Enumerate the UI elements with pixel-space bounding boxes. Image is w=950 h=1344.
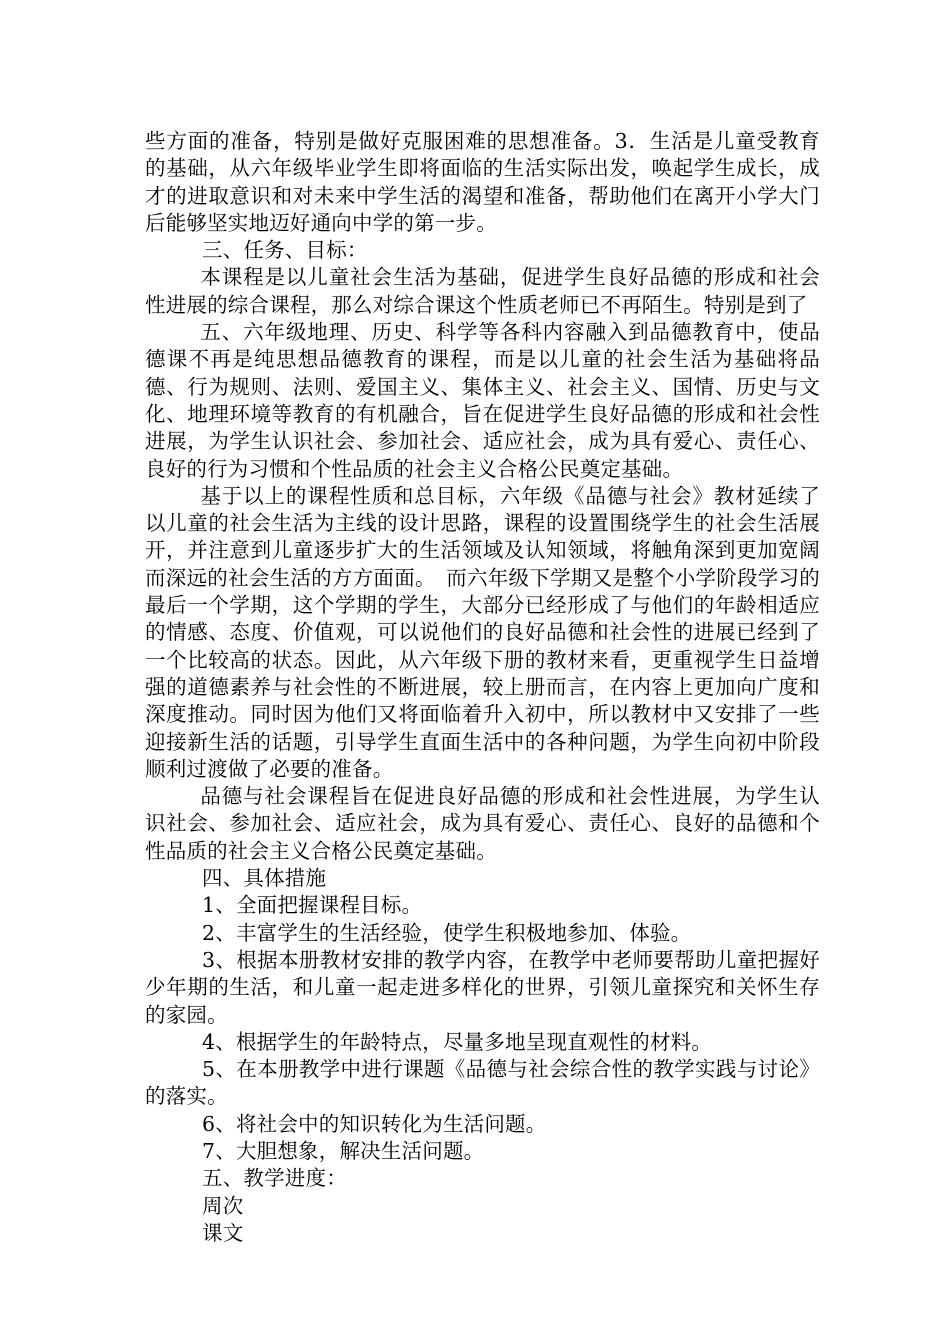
measure-item-4: 4、根据学生的年龄特点，尽量多地呈现直观性的材料。	[202, 1029, 713, 1054]
measure-item-7: 7、大胆想象，解决生活问题。	[202, 1138, 485, 1163]
schedule-week-label: 周次	[202, 1193, 244, 1218]
measure-item-6: 6、将社会中的知识转化为生活问题。	[202, 1111, 547, 1136]
measure-item-1: 1、全面把握课程目标。	[202, 893, 423, 918]
heading-measures: 四、具体措施	[202, 866, 327, 891]
schedule-lesson-label: 课文	[202, 1220, 244, 1245]
heading-tasks-goals: 三、任务、目标：	[202, 238, 368, 263]
paragraph-preparation: 些方面的准备，特别是做好克服困难的思想准备。3．生活是儿童受教育的基础，从六年级毕业学生即将面临的生活实际出发，唤起学生成长，成才的进取意识和对未来中学生活的渴望和准备，帮助他们在离开小学大门后能够坚实地迈好通向中学的第一步。	[145, 129, 820, 235]
heading-schedule: 五、教学进度：	[202, 1166, 347, 1191]
measure-item-2: 2、丰富学生的生活经验，使学生积极地参加、体验。	[202, 920, 692, 945]
paragraph-course-aim: 品德与社会课程旨在促进良好品德的形成和社会性进展，为学生认识社会、参加社会、适应社会，成为具有爱心、责任心、良好的品德和个性品质的社会主义合格公民奠定基础。	[145, 784, 820, 863]
measure-item-3: 3、根据本册教材安排的教学内容，在教学中老师要帮助儿童把握好少年期的生活，和儿童一起走进多样化的世界，引领儿童探究和关怀生存的家园。	[145, 947, 820, 1027]
document-body	[145, 128, 820, 1247]
paragraph-course-basis: 本课程是以儿童社会生活为基础，促进学生良好品德的形成和社会性进展的综合课程，那么对综合课这个性质老师已不再陌生。特别是到了	[145, 265, 820, 317]
measure-item-5: 5、在本册教学中进行课题《品德与社会综合性的教学实践与讨论》的落实。	[145, 1057, 820, 1109]
paragraph-grade-content: 五、六年级地理、历史、科学等各科内容融入到品德教育中，使品德课不再是纯思想品德教育的课程，而是以儿童的社会生活为基础将品德、行为规则、法则、爱国主义、集体主义、社会主义、国情、历史与文化、地理环境等教育的有机融合，旨在促进学生良好品德的形成和社会性进展，为学生认识社会、参加社会、适应社会，成为具有爱心、责任心、良好的行为习惯和个性品质的社会主义合格公民奠定基础。	[145, 320, 820, 481]
paragraph-textbook-design: 基于以上的课程性质和总目标，六年级《品德与社会》教材延续了以儿童的社会生活为主线的设计思路，课程的设置围绕学生的社会生活展开，并注意到儿童逐步扩大的生活领域及认知领域，将触角深到更加宽阔而深远的社会生活的方方面面。 而六年级下学期又是整个小学阶段学习的最后一个学期，这个学期的学生，大部分已经形成了与他们的年龄相适应的情感、态度、价值观，可以说他们的良好品德和社会性的进展已经到了一个比较高的状态。因此，从六年级下册的教材来看，更重视学生日益增强的道德素养与社会性的不断进展，较上册而言，在内容上更加向广度和深度推动。同时因为他们又将面临着升入初中，所以教材中又安排了一些迎接新生活的话题，引导学生直面生活中的各种问题，为学生向初中阶段顺利过渡做了必要的准备。	[145, 483, 820, 781]
